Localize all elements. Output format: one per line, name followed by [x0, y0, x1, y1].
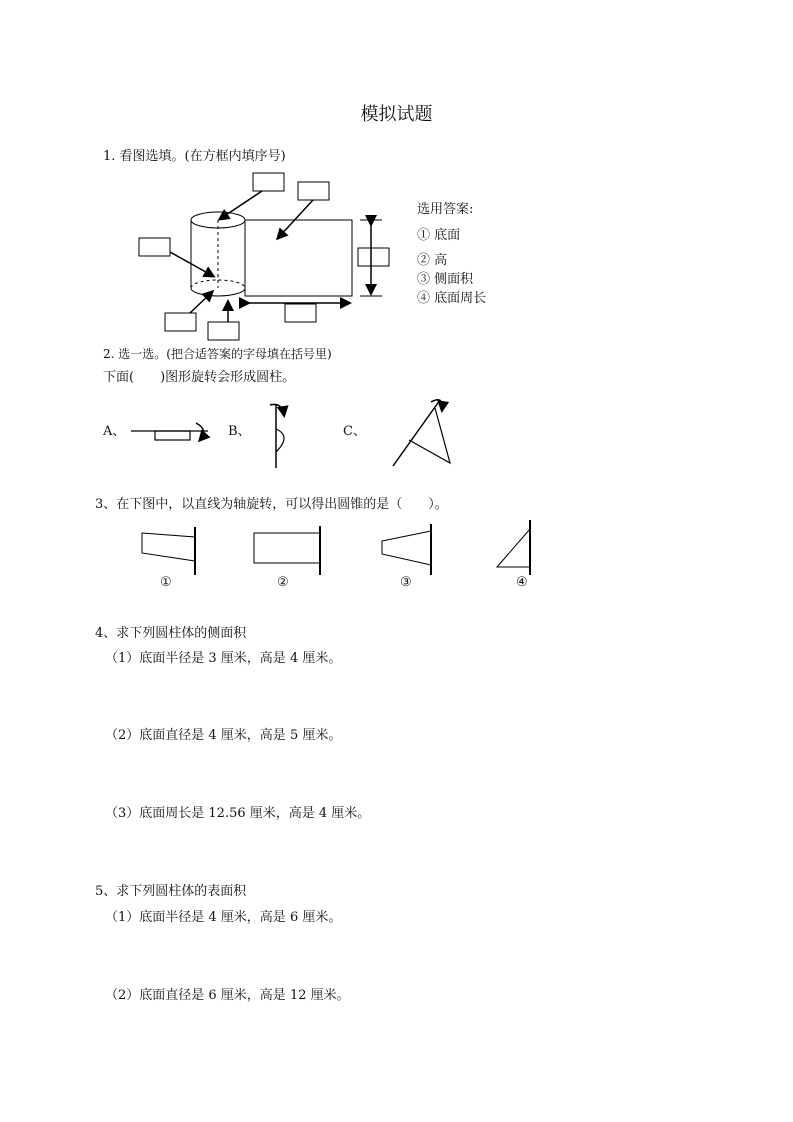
q1-option-4: ④ 底面周长	[417, 291, 487, 306]
q3-figure-3	[382, 524, 431, 575]
q2-label-b: B、	[228, 424, 251, 439]
q4-heading: 4、求下列圆柱体的侧面积	[95, 626, 247, 641]
q2-label-c: C、	[343, 424, 366, 439]
q1-option-2: ② 高	[417, 253, 448, 268]
q1-option-3: ③ 侧面积	[417, 272, 474, 287]
q1-options-title: 选用答案:	[417, 202, 474, 217]
q3-figure-2	[254, 526, 320, 575]
page-title: 模拟试题	[360, 104, 433, 125]
q3-figure-1	[142, 527, 195, 575]
q5-item-1: （1）底面半径是 4 厘米，高是 6 厘米。	[105, 910, 342, 925]
q3-label-4: ④	[516, 575, 528, 590]
q4-item-3: （3）底面周长是 12.56 厘米，高是 4 厘米。	[105, 806, 371, 821]
q2-heading: 2. 选一选。(把合适答案的字母填在括号里)	[103, 347, 332, 361]
q1-option-1: ① 底面	[417, 228, 461, 243]
q5-item-2: （2）底面直径是 6 厘米，高是 12 厘米。	[105, 988, 350, 1003]
q1-heading: 1. 看图选填。(在方框内填序号)	[103, 149, 286, 164]
q5-heading: 5、求下列圆柱体的表面积	[95, 884, 247, 899]
q3-label-2: ②	[277, 575, 289, 590]
q3-label-3: ③	[400, 575, 412, 590]
q4-item-1: （1）底面半径是 3 厘米，高是 4 厘米。	[105, 651, 342, 666]
q2-label-a: A、	[103, 424, 126, 439]
q3-figure-4	[497, 520, 530, 575]
q4-item-2: （2）底面直径是 4 厘米，高是 5 厘米。	[105, 728, 342, 743]
q3-label-1: ①	[160, 575, 172, 590]
q3-heading: 3、在下图中，以直线为轴旋转，可以得出圆锥的是（ ）。	[95, 497, 448, 512]
q2-prompt: 下面( )图形旋转会形成圆柱。	[103, 370, 296, 385]
